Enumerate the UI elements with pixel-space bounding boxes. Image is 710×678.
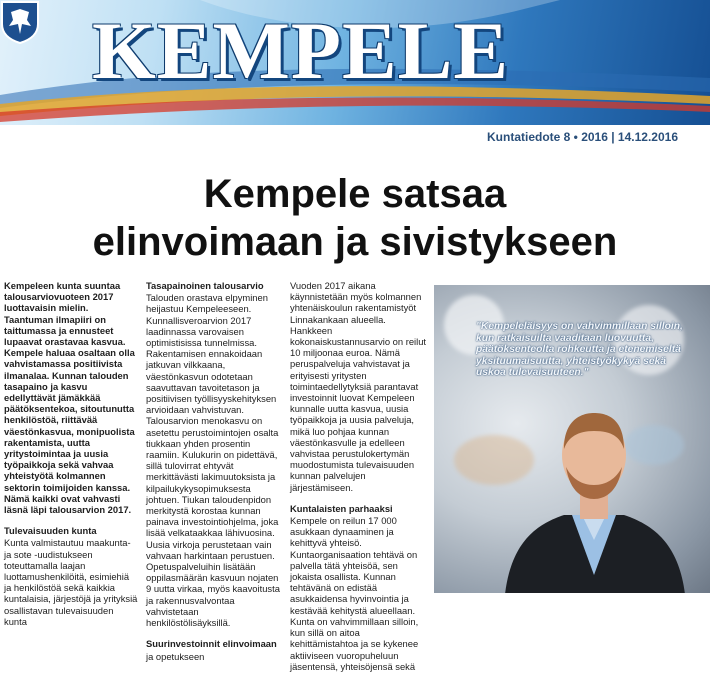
paragraph: Kempele on reilun 17 000 asukkaan dynaaminen ja kehittyvä yhteisö. Kuntaorganisaation tehtävä on palvella tätä yhteisöä, sen jokaista osallista. Kunnan tehtävänä on edistää asukkaidensa hyvinvointia ja kestävää kehitystä alueellaan. Kunta on vahvimmillaan silloin, kun sillä on aitoa kehittämistahtoa ja se kykenee aktiiviseen vuoropuheluun jäsentensä, yhteisöjensä sekä	[290, 515, 419, 672]
headline-line-2: elinvoimaan ja sivistykseen	[92, 220, 618, 264]
masthead-title: KEMPELE	[92, 5, 510, 96]
portrait-photo	[434, 285, 710, 593]
lead-paragraph: Kempeleen kunta suuntaa talousarviovuoteen 2017 luottavaisin mielin. Taantuman ilmapiiri on taittumassa ja ennusteet lupaavat orastavaa kasvua. Kempele haluaa osaltaan olla vahvistamassa positiivista ilmanalaa. Kunnan talouden tasapaino ja kasvu edellyttävät jämäkkää päätöksentekoa, sitoutunutta henkilöstöä, riittävää väestönkasvua, monipuolista rakentamista, uutta yritystoimintaa ja uusia työpaikkoja sekä vahvaa yhteistyötä kolmannen sektorin toimijoiden kanssa. Nämä kaikki ovat vahvasti läsnä läpi talousarvion 2017.	[4, 280, 135, 516]
paragraph: Vuoden 2017 aikana käynnistetään myös kolmannen yhtenäiskoulun rakentamistyöt Linnakankaan alueella. Hankkeen kokonaiskustannusarvio on reilut 10 miljoonaa euroa. Nämä peruspalveluja vahvistavat ja erityisesti yritysten toimintaedellytyksiä parantavat investoinnit luovat Kempeleen kunnalle uutta kasvua, uusia työpaikkoja ja uusia palveluja, mikä luo pohjaa kunnan väestönkasvulle ja edelleen vahvistaa perustulokertymän muodostumista tulevaisuuden kunnan palvelujen järjestämiseen.	[290, 280, 427, 493]
section-heading-budget: Tasapainoinen talousarvio	[146, 280, 264, 291]
paragraph: ja opetukseen	[146, 650, 205, 662]
article-column-2	[146, 280, 282, 668]
section-heading-residents: Kuntalaisten parhaaksi	[290, 502, 393, 514]
person-silhouette	[494, 375, 694, 593]
article-column-3	[290, 280, 428, 678]
pull-quote: "Kempeleläisyys on vahvimmillaan silloin, kun ratkaisuilta vaaditaan luovuutta, päätöksenteolta rohkeutta ja etenemiseltä yksituumaisuutta, yhteistyökykyä sekä uskoa tulevaisuuteen."	[476, 321, 683, 379]
article-column-1	[4, 280, 138, 633]
headline-line-1: Kempele satsaa	[203, 172, 507, 216]
main-headline	[0, 170, 710, 266]
masthead-banner	[0, 0, 710, 125]
issue-line: Kuntatiedote 8 • 2016 | 14.12.2016	[487, 130, 678, 144]
paragraph: Kunta valmistautuu maakunta- ja sote -uudistukseen toteuttamalla laajan luottamushenkilöitä, esimiehiä ja henkilöstöä sekä kaikkia kuntalaisia, järjestöjä ja yrityksiä osallistavan tulevaisuuden kunta	[4, 537, 138, 627]
paragraph: Talouden orastava elpyminen heijastuu Kempeleeseen. Kunnallisveroarvion 2017 laadinnassa varovaisen optimistisissa tunnelmissa. Rakentamisen ennakoidaan jatkuvan vilkkaana, väestönkasvun odotetaan saavuttavan tavoitetason ja positiivisen työllisyyskehityksen arvioidaan vahvistuvan. Talousarvion menokasvu on asetettu perustoimintojen osalta tiukkaan yhden prosentin raamiin. Kulukurin on pidettävä, sillä tulovirrat ehtyvät merkittävästi lakimuutoksista ja kilpailukykysopimuksesta johtuen. Tiukan taloudenpidon merkitystä korostaa kunnan painava investointiohjelma, joka lisää velkataakkaa lähivuosina. Uusia virkoja perustetaan vain vahvaan harkintaan perustuen. Opetuspalveluihin lisätään oppilasmäärän kasvuun nojaten 9 uutta virkaa, myös kaavoitusta ja rakennusvalvontaa vahvistetaan henkilöstölisäyksillä.	[146, 292, 280, 629]
section-heading-future: Tulevaisuuden kunta	[4, 525, 97, 537]
coat-of-arms-icon	[0, 0, 40, 44]
section-heading-investments: Suurinvestoinnit elinvoimaan	[146, 638, 277, 650]
